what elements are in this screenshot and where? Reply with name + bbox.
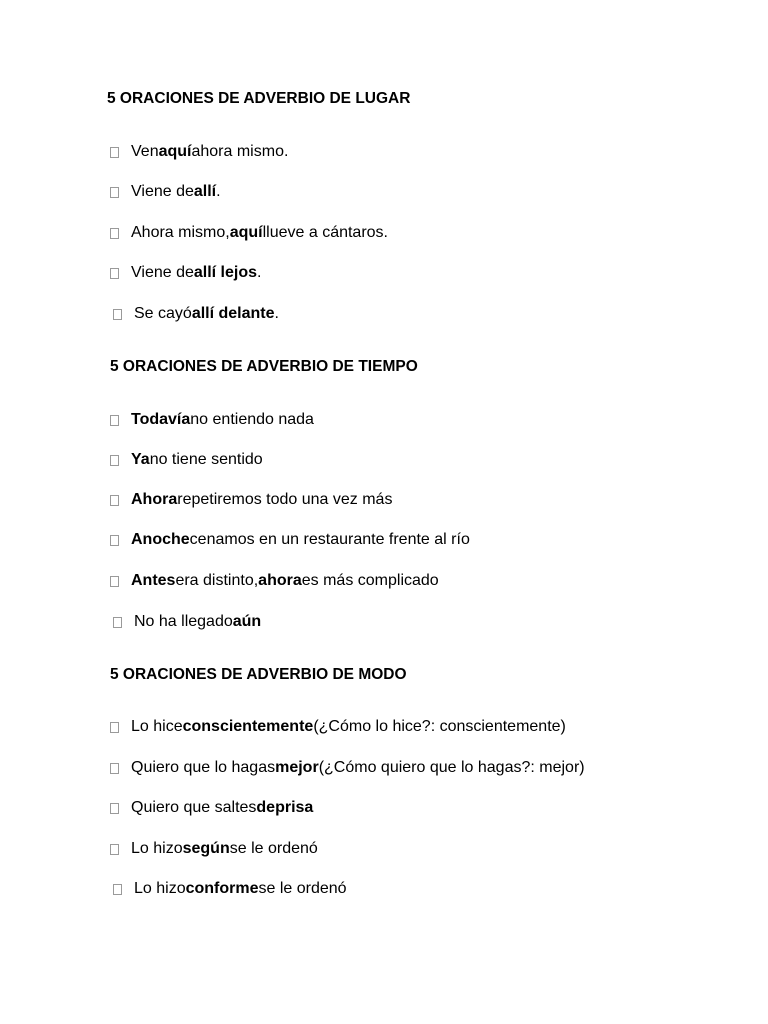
bullet-icon <box>110 415 119 426</box>
item-adverb: ahora <box>258 572 302 589</box>
item-text: era distinto, <box>175 572 259 589</box>
bullet-icon <box>110 495 119 506</box>
item-text: (¿Cómo quiero que lo hagas?: mejor) <box>318 759 585 776</box>
bullet-icon <box>110 268 119 279</box>
item-text: . <box>257 264 262 281</box>
section-title-modo: 5 ORACIONES DE ADVERBIO DE MODO <box>110 666 407 683</box>
bullet-icon <box>110 535 119 546</box>
item-text: No ha llegado <box>134 613 233 630</box>
bullet-icon <box>110 722 119 733</box>
item-adverb: aún <box>232 613 262 630</box>
item-text: Lo hizo <box>131 840 183 857</box>
item-adverb: conscientemente <box>182 718 314 735</box>
item-text: Se cayó <box>134 305 192 322</box>
list-item <box>113 303 279 325</box>
item-adverb: aquí <box>158 143 192 160</box>
item-text: no entiendo nada <box>190 411 314 428</box>
item-text: llueve a cántaros. <box>262 224 388 241</box>
item-text: Lo hizo <box>134 880 186 897</box>
list-item <box>110 262 261 284</box>
bullet-icon <box>110 187 119 198</box>
item-adverb: Ya <box>131 451 150 468</box>
bullet-icon <box>110 147 119 158</box>
section-title-lugar: 5 ORACIONES DE ADVERBIO DE LUGAR <box>107 90 411 107</box>
item-text: ahora mismo. <box>191 143 289 160</box>
item-adverb: Anoche <box>131 531 190 548</box>
item-adverb: deprisa <box>256 799 314 816</box>
list-item <box>110 449 263 471</box>
bullet-icon <box>113 884 122 895</box>
list-item <box>110 489 392 511</box>
list-item <box>110 181 221 203</box>
bullet-icon <box>110 576 119 587</box>
item-text: Viene de <box>131 264 194 281</box>
bullet-icon <box>113 309 122 320</box>
item-text: repetiremos todo una vez más <box>177 491 393 508</box>
item-text: se le ordenó <box>258 880 347 897</box>
item-text: se le ordenó <box>229 840 318 857</box>
section-title-tiempo: 5 ORACIONES DE ADVERBIO DE TIEMPO <box>110 358 418 375</box>
item-text: . <box>274 305 279 322</box>
item-text: es más complicado <box>301 572 439 589</box>
item-adverb: Ahora <box>131 491 178 508</box>
list-item <box>113 611 261 633</box>
item-text: Viene de <box>131 183 194 200</box>
list-item <box>110 716 566 738</box>
list-item <box>110 570 439 592</box>
item-adverb: allí <box>193 183 217 200</box>
item-adverb: aquí <box>229 224 263 241</box>
bullet-icon <box>110 803 119 814</box>
item-text: Quiero que saltes <box>131 799 257 816</box>
item-text: Lo hice <box>131 718 183 735</box>
item-adverb: allí lejos <box>193 264 258 281</box>
item-text: cenamos en un restaurante frente al río <box>189 531 470 548</box>
item-text: . <box>216 183 221 200</box>
item-adverb: según <box>182 840 230 857</box>
list-item <box>110 222 388 244</box>
list-item <box>110 797 313 819</box>
bullet-icon <box>110 228 119 239</box>
list-item <box>113 878 347 900</box>
item-adverb: mejor <box>275 759 319 776</box>
bullet-icon <box>113 617 122 628</box>
item-adverb: Todavía <box>131 411 191 428</box>
item-text: Quiero que lo hagas <box>131 759 276 776</box>
item-adverb: conforme <box>185 880 259 897</box>
bullet-icon <box>110 455 119 466</box>
item-adverb: Antes <box>131 572 176 589</box>
item-text: no tiene sentido <box>149 451 263 468</box>
item-text: Ahora mismo, <box>131 224 230 241</box>
item-adverb: allí delante <box>191 305 275 322</box>
item-text: (¿Cómo lo hice?: conscientemente) <box>313 718 566 735</box>
list-item <box>110 529 470 551</box>
list-item <box>110 757 585 779</box>
bullet-icon <box>110 763 119 774</box>
list-item <box>110 838 318 860</box>
item-text: Ven <box>131 143 159 160</box>
list-item <box>110 409 314 431</box>
list-item <box>110 141 288 163</box>
bullet-icon <box>110 844 119 855</box>
